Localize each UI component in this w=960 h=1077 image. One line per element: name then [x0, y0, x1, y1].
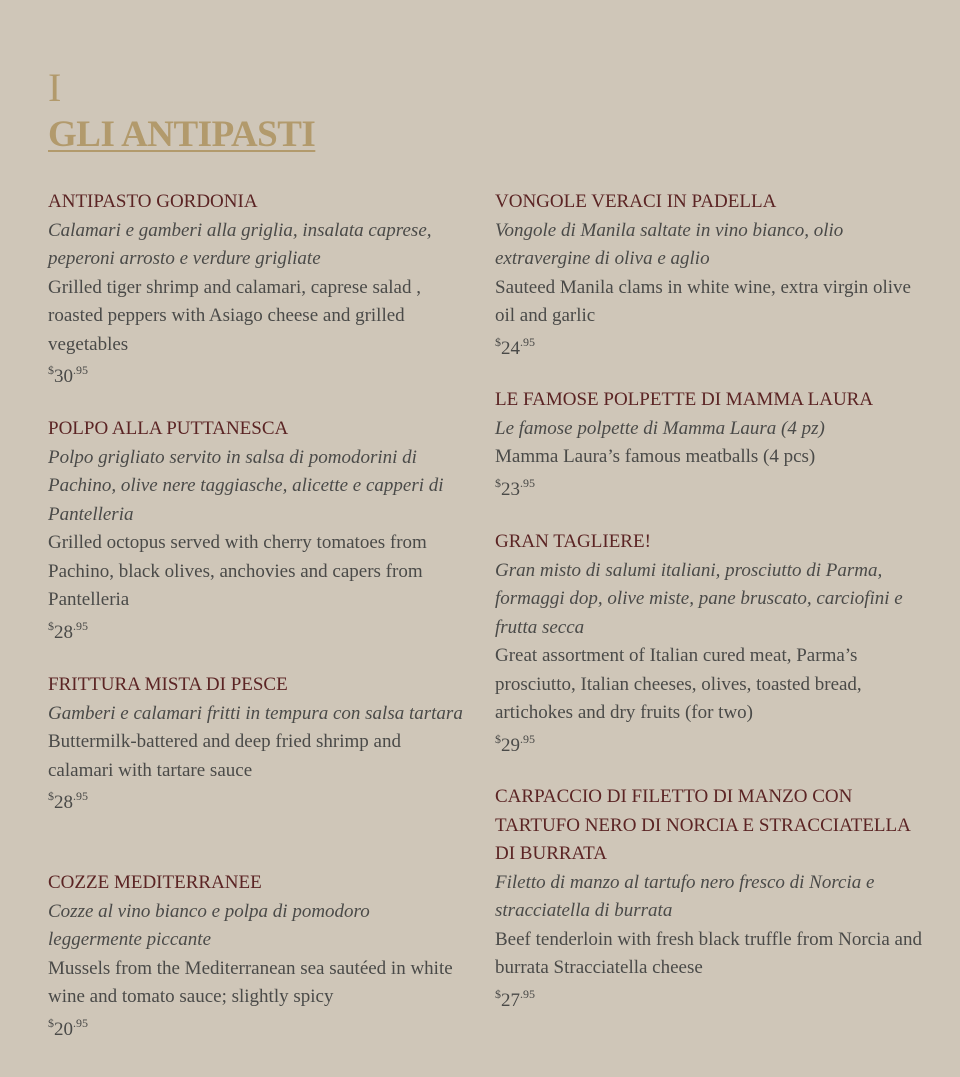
price-dollars: 20	[54, 1018, 73, 1040]
dish-description-italian: Le famose polpette di Mamma Laura (4 pz)	[495, 417, 825, 439]
dish-description-english: Beef tenderloin with fresh black truffle from Norcia and burrata Stracciatella cheese	[495, 928, 922, 978]
price-currency: $	[48, 363, 54, 377]
dish-price	[48, 359, 468, 388]
section-numeral: I	[48, 65, 62, 110]
price-dollars: 28	[54, 792, 73, 813]
price-cents: .95	[73, 1015, 88, 1030]
price-currency: $	[495, 475, 501, 490]
dish-price	[48, 785, 468, 814]
price-currency: $	[495, 334, 501, 349]
dish-description-italian: Vongole di Manila saltate in vino bianco, olio extravergine di oliva e aglio	[495, 219, 844, 269]
price-dollars: 30	[54, 366, 73, 387]
dish-price	[495, 983, 925, 1012]
dish-price	[495, 331, 925, 360]
dish-description-italian: Gamberi e calamari fritti in tempura con salsa tartara	[48, 702, 463, 724]
price-dollars: 27	[501, 989, 520, 1011]
price-cents: .95	[73, 618, 88, 633]
price-cents: .95	[73, 789, 88, 803]
section-title: GLI ANTIPASTI	[48, 114, 316, 155]
price-cents: .95	[520, 986, 535, 1001]
dish-description-english: Sauteed Manila clams in white wine, extra virgin olive oil and garlic	[495, 276, 911, 326]
menu-item-antipasto-gordonia	[48, 188, 468, 388]
price-cents: .95	[520, 475, 535, 490]
dish-description-italian: Cozze al vino bianco e polpa di pomodoro leggermente piccante	[48, 900, 370, 950]
price-cents: .95	[520, 334, 535, 349]
dish-description-italian: Calamari e gamberi alla griglia, insalata caprese, peperoni arrosto e verdure grigliate	[48, 219, 432, 269]
dish-description-english: Mamma Laura’s famous meatballs (4 pcs)	[495, 446, 816, 467]
price-cents: .95	[73, 363, 88, 377]
dish-name: POLPO ALLA PUTTANESCA	[48, 418, 289, 439]
price-currency: $	[48, 1015, 54, 1030]
dish-name: LE FAMOSE POLPETTE DI MAMMA LAURA	[495, 389, 874, 410]
price-currency: $	[495, 731, 501, 746]
dish-description-english: Mussels from the Mediterranean sea sautéed in white wine and tomato sauce; slightly spicy	[48, 957, 453, 1007]
price-currency: $	[495, 986, 501, 1001]
price-dollars: 28	[54, 621, 73, 643]
dish-price	[48, 615, 468, 644]
dish-description-english: Great assortment of Italian cured meat, Parma’s prosciutto, Italian cheeses, olives, toasted bread, artichokes and dry fruits (for two)	[495, 645, 862, 723]
price-dollars: 23	[501, 478, 520, 500]
dish-price	[495, 472, 925, 501]
dish-name: FRITTURA MISTA DI PESCE	[48, 674, 288, 695]
dish-description-english: Buttermilk-battered and deep fried shrimp and calamari with tartare sauce	[48, 731, 401, 781]
price-cents: .95	[520, 731, 535, 746]
price-dollars: 29	[501, 734, 520, 756]
dish-price	[495, 728, 925, 757]
menu-item-frittura-mista-di-pesce	[48, 671, 468, 814]
dish-description-italian: Polpo grigliato servito in salsa di pomodorini di Pachino, olive nere taggiasche, alicette e capperi di Pantelleria	[48, 446, 444, 525]
dish-description-italian: Gran misto di salumi italiani, prosciutto di Parma, formaggi dop, olive miste, pane bruscato, carciofini e frutta secca	[495, 559, 903, 638]
price-currency: $	[48, 789, 54, 803]
dish-name: GRAN TAGLIERE!	[495, 531, 651, 552]
dish-description-english: Grilled tiger shrimp and calamari, caprese salad , roasted peppers with Asiago cheese and grilled vegetables	[48, 276, 421, 355]
price-dollars: 24	[501, 337, 520, 359]
dish-description-italian: Filetto di manzo al tartufo nero fresco di Norcia e stracciatella di burrata	[495, 871, 875, 921]
menu-item-polpo-alla-puttanesca	[48, 415, 468, 644]
dish-description-english: Grilled octopus served with cherry tomatoes from Pachino, black olives, anchovies and capers from Pantelleria	[48, 532, 427, 610]
menu-item-cozze-mediterranee	[48, 869, 468, 1041]
price-currency: $	[48, 618, 54, 633]
menu-item-vongole-veraci	[495, 188, 925, 360]
menu-item-famose-polpette	[495, 386, 925, 501]
dish-name: CARPACCIO DI FILETTO DI MANZO CON TARTUFO NERO DI NORCIA E STRACCIATELLA DI BURRATA	[495, 786, 910, 864]
menu-item-gran-tagliere	[495, 528, 925, 757]
menu-item-carpaccio-di-filetto	[495, 783, 925, 1012]
dish-name: VONGOLE VERACI IN PADELLA	[495, 191, 777, 212]
dish-name: COZZE MEDITERRANEE	[48, 872, 262, 893]
dish-price	[48, 1012, 468, 1041]
dish-name: ANTIPASTO GORDONIA	[48, 191, 258, 212]
